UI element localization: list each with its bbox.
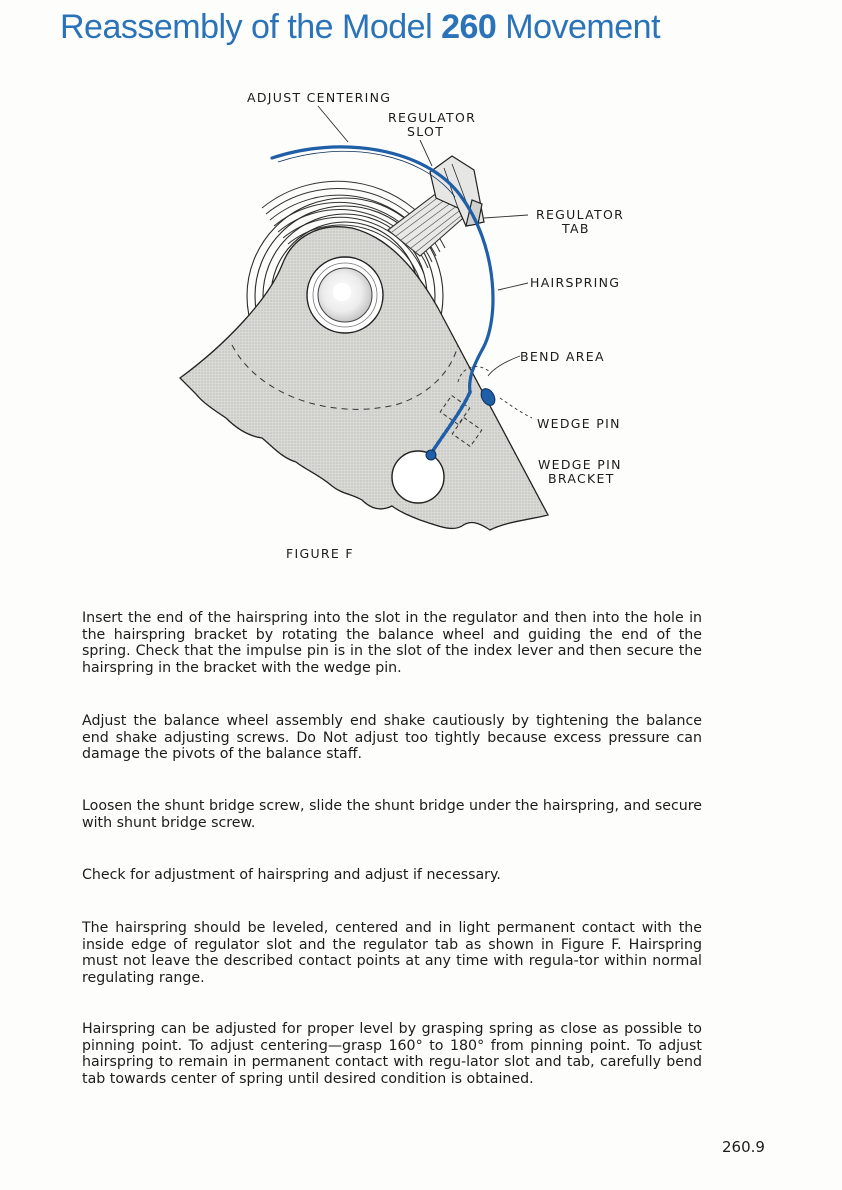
paragraph-check-adjustment: Check for adjustment of hairspring and adjust if necessary.: [82, 867, 501, 883]
paragraph-shunt-bridge: Loosen the shunt bridge screw, slide the shunt bridge under the hairspring, and secure with shunt bridge screw.: [82, 798, 702, 831]
figure-f-diagram: [0, 0, 842, 570]
title-suffix: Movement: [505, 8, 661, 46]
paragraph-end-shake: Adjust the balance wheel assembly end shake cautiously by tightening the balance end shake adjusting screws. Do Not adjust too tightly because excess pressure can damage the pivots of the balance staff.: [82, 713, 702, 762]
label-hairspring: HAIRSPRING: [530, 275, 621, 290]
label-bend-area: BEND AREA: [520, 349, 605, 364]
page-number: 260.9: [722, 1138, 765, 1156]
title-prefix: Reassembly of the Model: [60, 8, 433, 46]
label-regulator-tab-line1: REGULATOR: [536, 207, 625, 222]
paragraph-insert-hairspring: Insert the end of the hairspring into the slot in the regulator and then into the hole in the hairspring bracket by rotating the balance wheel and guiding the end of the spring. Check that the impulse pin is in the slot of the index lever and then secure the hairspring in the bracket with the wedge pin.: [82, 610, 702, 676]
label-regulator-tab-line2: TAB: [562, 221, 590, 236]
label-wedge-pin: WEDGE PIN: [537, 416, 621, 431]
label-regulator-slot-line2: SLOT: [407, 124, 445, 139]
paragraph-hairspring-level: The hairspring should be leveled, centered and in light permanent contact with the inside edge of regulator slot and the regulator tab as shown in Figure F. Hairspring must not leave the described contact points at any time with regula-tor within normal regulating range.: [82, 920, 702, 986]
bracket-hole: [392, 451, 444, 503]
title-model-number: 260: [441, 8, 497, 46]
pin-head: [426, 450, 436, 460]
paragraph-adjust-procedure: Hairspring can be adjusted for proper level by grasping spring as close as possible to pinning point. To adjust centering—grasp 160° to 180° from pinning point. To adjust hairspring to remain in permanent contact with regu-lator slot and tab, carefully bend tab towards center of spring until desired condition is obtained.: [82, 1021, 702, 1087]
figure-caption: FIGURE F: [286, 546, 354, 561]
label-adjust-centering: ADJUST CENTERING: [247, 90, 392, 105]
label-wedge-pin-bracket-line2: BRACKET: [548, 471, 615, 486]
label-regulator-slot-line1: REGULATOR: [388, 110, 477, 125]
label-wedge-pin-bracket-line1: WEDGE PIN: [538, 457, 622, 472]
balance-jewel: [307, 257, 383, 333]
